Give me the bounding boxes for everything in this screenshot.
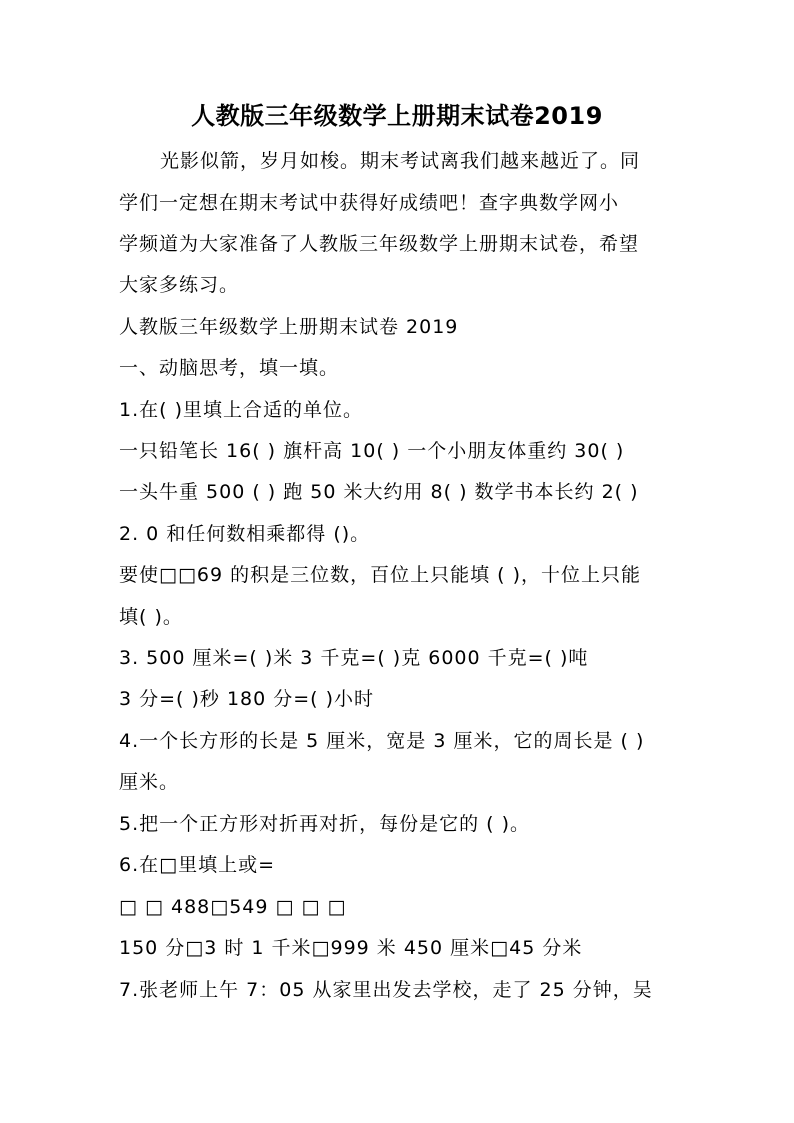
section-heading: 一、动脑思考，填一填。: [119, 357, 340, 379]
question-3-line-2: 3 分=( )秒 180 分=( )小时: [119, 688, 375, 710]
question-1-row-2: 一头牛重 500 ( ) 跑 50 米大约用 8( ) 数学书本长约 2( ): [119, 481, 639, 503]
question-1-row-1: 一只铅笔长 16( ) 旗杆高 10( ) 一个小朋友体重约 30( ): [119, 440, 625, 462]
question-6-row-1: □ □ 488□549 □ □ □: [119, 896, 347, 918]
question-1: 1.在( )里填上合适的单位。: [119, 399, 363, 421]
question-5: 5.把一个正方形对折再对折，每份是它的 ( )。: [119, 813, 531, 835]
intro-line-4: 大家多练习。: [119, 274, 240, 296]
intro-line-1: 光影似箭，岁月如梭。期末考试离我们越来越近了。同: [160, 150, 641, 172]
question-6-row-2: 150 分□3 时 1 千米□999 米 450 厘米□45 分米: [119, 937, 583, 959]
question-6: 6.在□里填上或=: [119, 854, 275, 876]
document-title: 人教版三年级数学上册期末试卷2019: [191, 102, 603, 130]
question-4: 4.一个长方形的长是 5 厘米，宽是 3 厘米，它的周长是 ( ): [119, 730, 645, 752]
intro-line-3: 学频道为大家准备了人教版三年级数学上册期末试卷，希望: [119, 233, 640, 255]
question-7: 7.张老师上午 7：05 从家里出发去学校，走了 25 分钟，吴: [119, 979, 653, 1001]
subtitle-line: 人教版三年级数学上册期末试卷 2019: [119, 316, 459, 338]
question-3: 3. 500 厘米=( )米 3 千克=( )克 6000 千克=( )吨: [119, 647, 589, 669]
question-2-line-3: 填( )。: [119, 606, 183, 628]
question-4-line-2: 厘米。: [119, 771, 180, 793]
question-2-line-2: 要使□□69 的积是三位数，百位上只能填 ( )，十位上只能: [119, 564, 642, 586]
intro-line-2: 学们一定想在期末考试中获得好成绩吧！查字典数学网小: [119, 192, 620, 214]
question-2: 2. 0 和任何数相乘都得 ()。: [119, 523, 371, 545]
